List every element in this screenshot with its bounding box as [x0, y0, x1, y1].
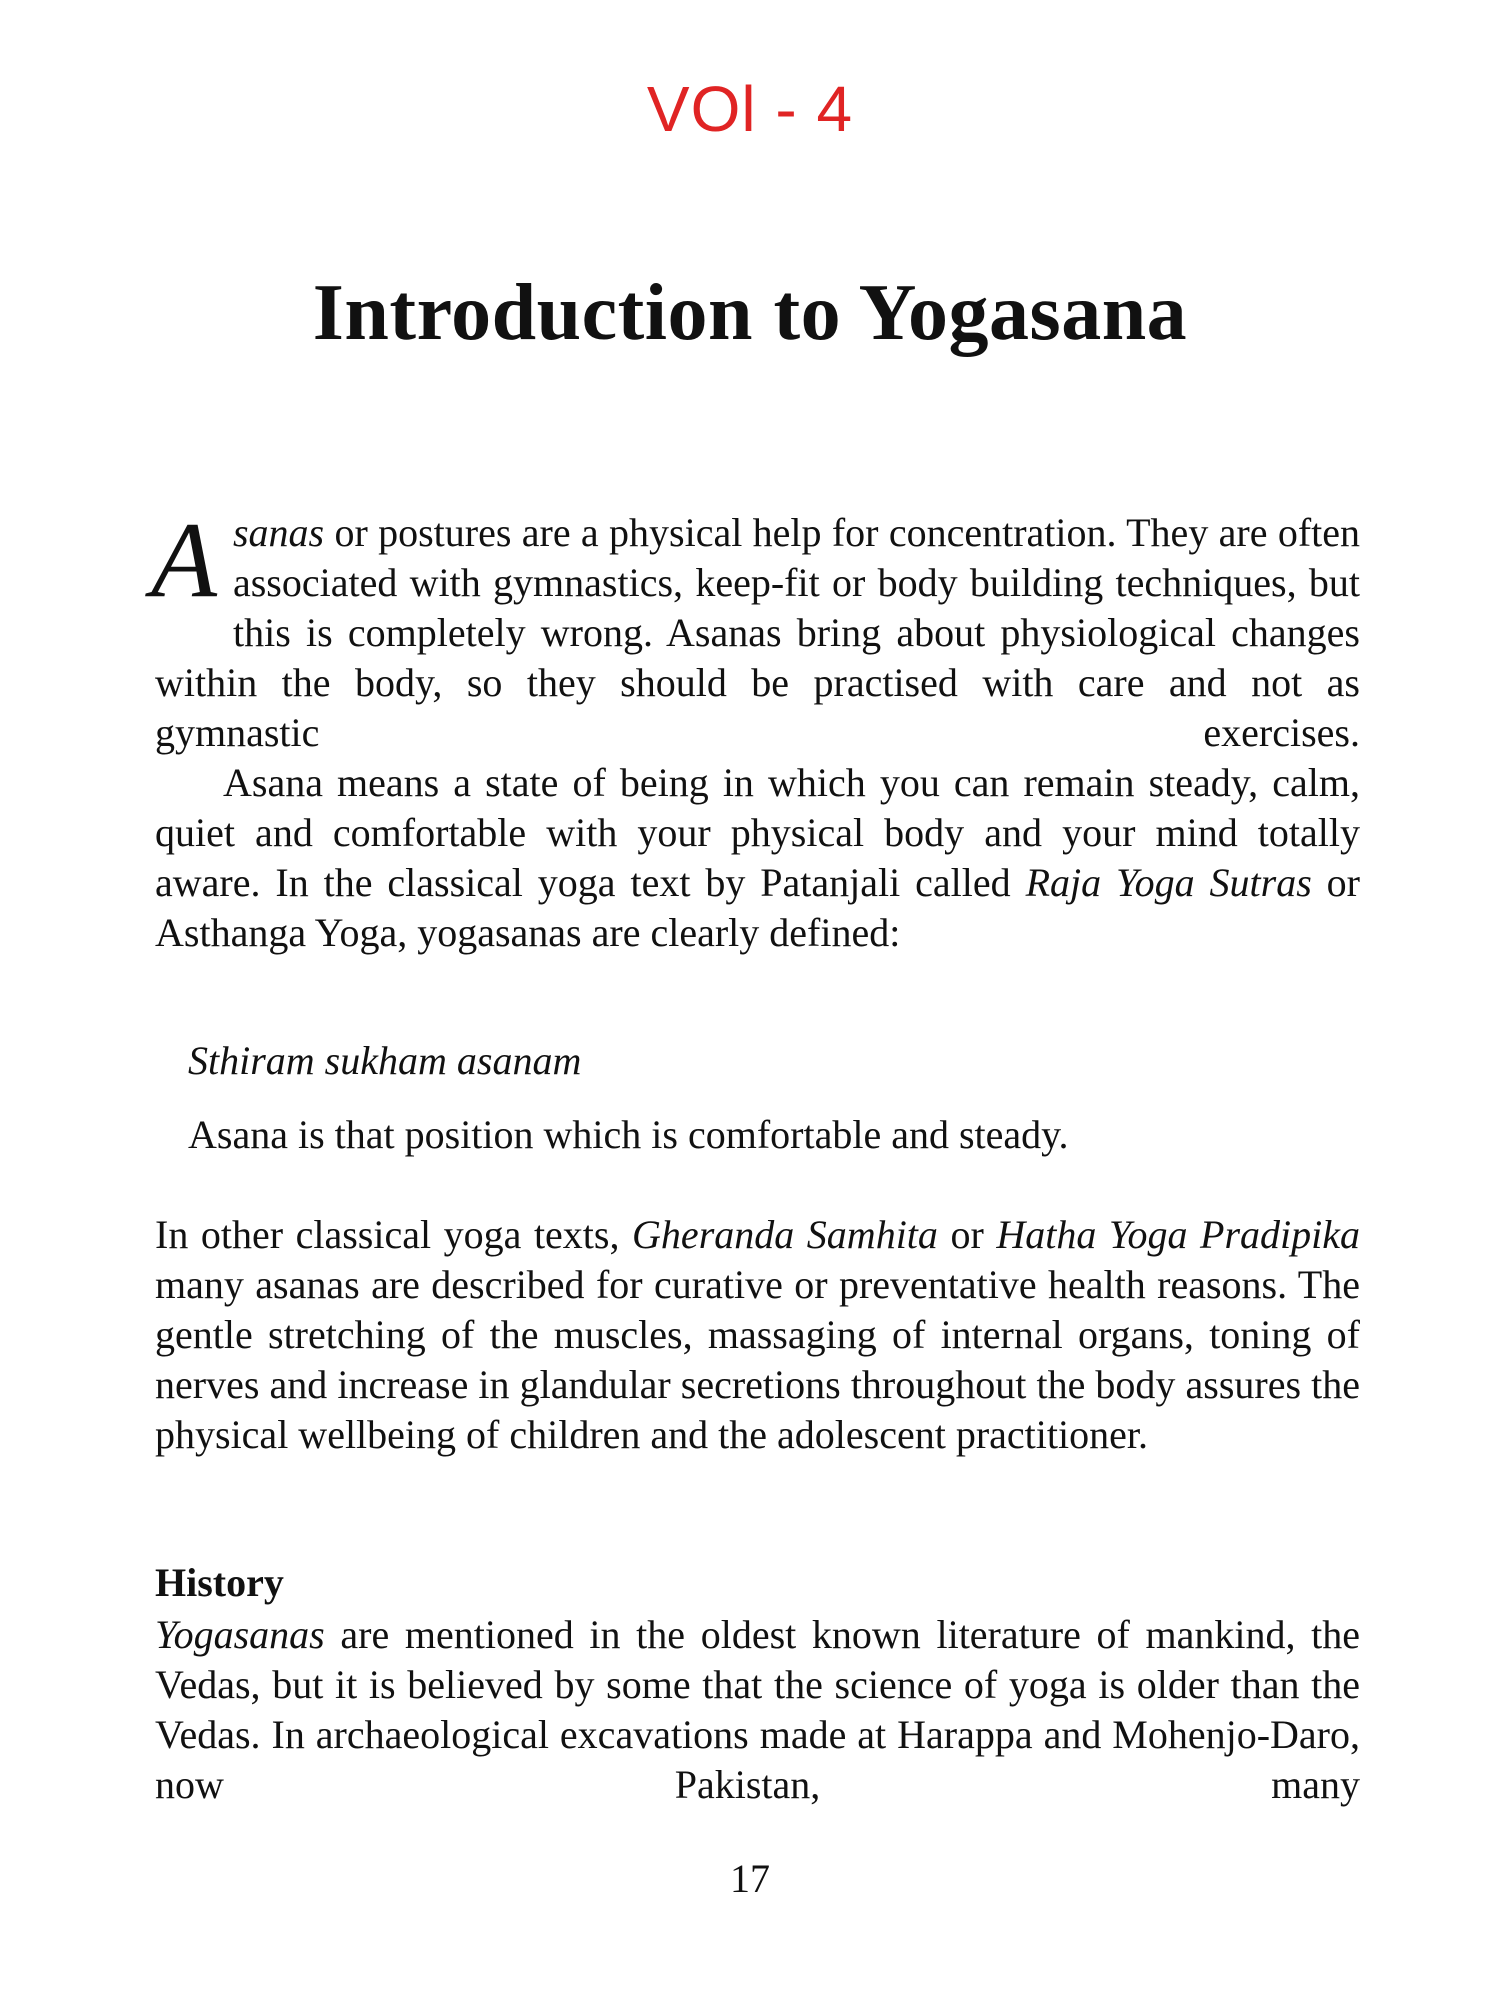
chapter-title: Introduction to Yogasana [312, 269, 1188, 357]
history-heading: History [155, 1560, 284, 1605]
quote-translation: Asana is that position which is comfortable and steady. [188, 1112, 1069, 1157]
classical-texts-text-c: many asanas are described for curative or preventative health reasons. The gentle stretching of the muscles, massaging of internal organs, toning of nerves and increase in glandular secretions throughout the body assures the physical wellbeing of children and the adolescent practitioner. [155, 1262, 1360, 1457]
intro-paragraph-text: or postures are a physical help for concentration. They are often associated with gymnastics, keep-fit or body building techniques, but this is completely wrong. Asanas bring about physiological changes within the body, so they should be practised with care and not as gymnastic exercises. [155, 510, 1360, 755]
asana-definition-text-a: Asana means a state of being in which you can remain steady, calm, quiet and comfortable with your physical body and your mind totally aware. In the classical yoga text by Patanjali called [155, 760, 1360, 905]
raja-yoga-sutras-title: Raja Yoga Sutras [1025, 860, 1312, 905]
asana-definition-paragraph [155, 758, 1360, 958]
page-number: 17 [730, 1856, 770, 1901]
classical-texts-text-a: In other classical yoga texts, [155, 1212, 633, 1257]
drop-cap: A [151, 501, 217, 620]
yogasanas-term: Yogasanas [155, 1612, 325, 1657]
volume-label: VOl - 4 [646, 73, 854, 145]
classical-texts-text-b: or [937, 1212, 997, 1257]
intro-paragraphs [151, 501, 1360, 958]
history-block [155, 1610, 1360, 1810]
classical-texts-paragraph [155, 1210, 1360, 1460]
classical-texts-block [155, 1210, 1360, 1460]
history-paragraph [155, 1610, 1360, 1810]
sanskrit-quote: Sthiram sukham asanam [188, 1038, 582, 1083]
asana-definition-text-b: or Asthanga Yoga, yogasanas are clearly defined: [155, 860, 1360, 955]
history-paragraph-text: are mentioned in the oldest known literature of mankind, the Vedas, but it is believed by some that the science of yoga is older than the Vedas. In archaeological excavations made at Harappa and Mohenjo-Daro, now Pakistan, many [155, 1612, 1360, 1807]
gheranda-samhita-title: Gheranda Samhita [632, 1212, 938, 1257]
hatha-yoga-pradipika-title: Hatha Yoga Pradipika [996, 1212, 1360, 1257]
intro-paragraph [151, 501, 1360, 758]
asanas-term: sanas [232, 510, 325, 555]
